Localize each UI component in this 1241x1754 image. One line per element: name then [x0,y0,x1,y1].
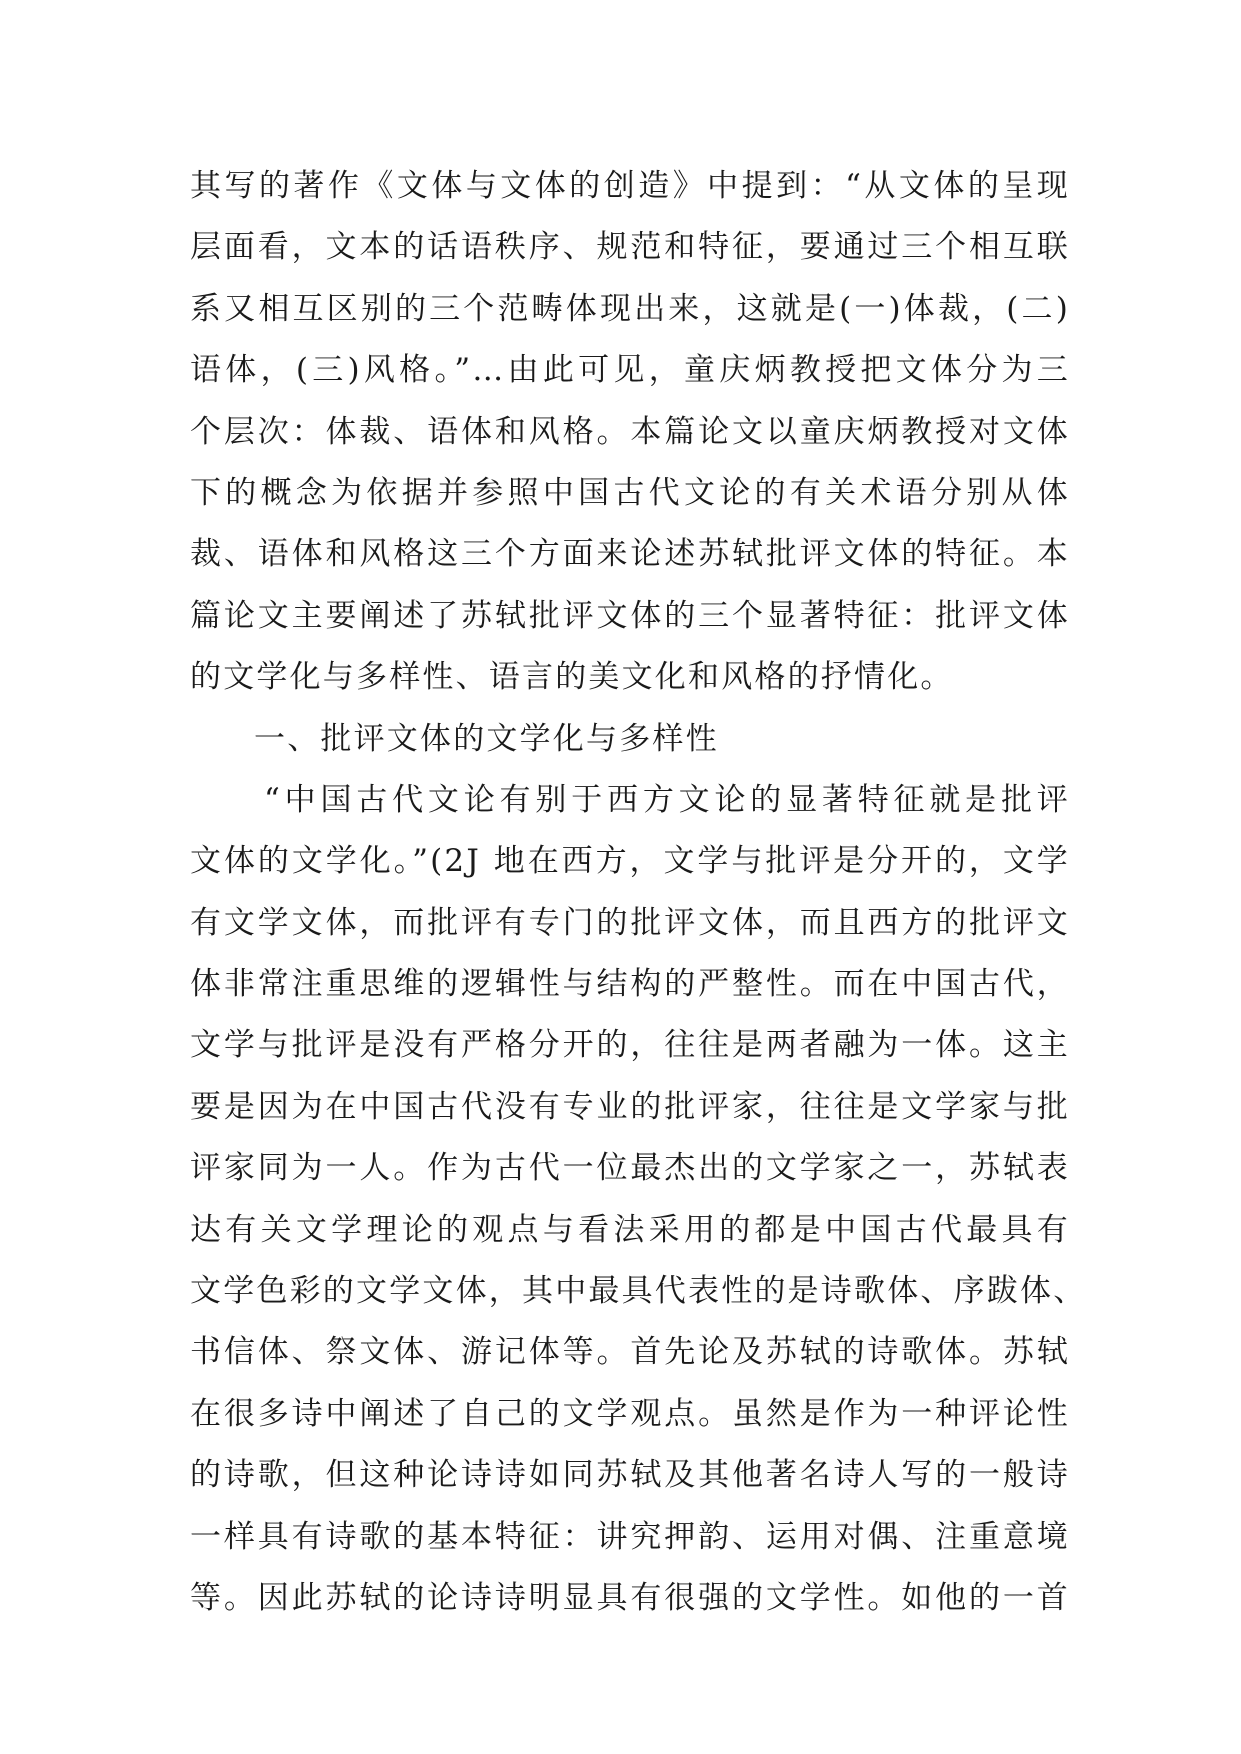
text-line: 要是因为在中国古代没有专业的批评家，往往是文学家与批 [190,1088,1070,1125]
text-line: 评家同为一人。作为古代一位最杰出的文学家之一，苏轼表 [190,1150,1070,1187]
text-line: 等。因此苏轼的论诗诗明显具有很强的文学性。如他的一首 [190,1579,1070,1616]
text-line: 的文学化与多样性、语言的美文化和风格的抒情化。 [190,659,954,696]
text-line: 下的概念为依据并参照中国古代文论的有关术语分别从体 [190,474,1070,511]
text-line: 体非常注重思维的逻辑性与结构的严整性。而在中国古代， [190,966,1070,1003]
text-line: 书信体、祭文体、游记体等。首先论及苏轼的诗歌体。苏轼 [190,1334,1070,1371]
text-line: 的诗歌，但这种论诗诗如同苏轼及其他著名诗人写的一般诗 [190,1457,1070,1494]
text-line: 裁、语体和风格这三个方面来论述苏轼批评文体的特征。本 [190,536,1070,573]
text-line: 系又相互区别的三个范畴体现出来，这就是(一)体裁，(二) [190,290,1070,327]
text-line: 个层次：体裁、语体和风格。本篇论文以童庆炳教授对文体 [190,413,1070,450]
text-line: 文体的文学化。”(2J 地在西方，文学与批评是分开的，文学 [190,843,1070,880]
text-line: 篇论文主要阐述了苏轼批评文体的三个显著特征：批评文体 [190,597,1070,634]
paragraph-section-1 [190,770,1087,1629]
text-line: 有文学文体，而批评有专门的批评文体，而且西方的批评文 [190,904,1070,941]
text-line: 一样具有诗歌的基本特征：讲究押韵、运用对偶、注重意境 [190,1518,1070,1555]
text-line: 语体，(三)风格。”…由此可见，童庆炳教授把文体分为三 [190,352,1070,389]
body-text [190,156,1087,1629]
section-heading [190,709,1070,770]
text-line: “中国古代文论有别于西方文论的显著特征就是批评 [264,781,1070,818]
text-line: 在很多诗中阐述了自己的文学观点。虽然是作为一种评论性 [190,1395,1070,1432]
text-line: 文学色彩的文学文体，其中最具代表性的是诗歌体、序跋体、 [190,1273,1087,1310]
text-line: 其写的著作《文体与文体的创造》中提到：“从文体的呈现 [190,168,1070,204]
text-line: 文学与批评是没有严格分开的，往往是两者融为一体。这主 [190,1027,1070,1064]
text-line: 达有关文学理论的观点与看法采用的都是中国古代最具有 [190,1211,1070,1248]
text-line: 层面看，文本的话语秩序、规范和特征，要通过三个相互联 [190,229,1070,266]
heading-line: 一、批评文体的文学化与多样性 [254,720,719,757]
paragraph-intro [190,156,1070,709]
